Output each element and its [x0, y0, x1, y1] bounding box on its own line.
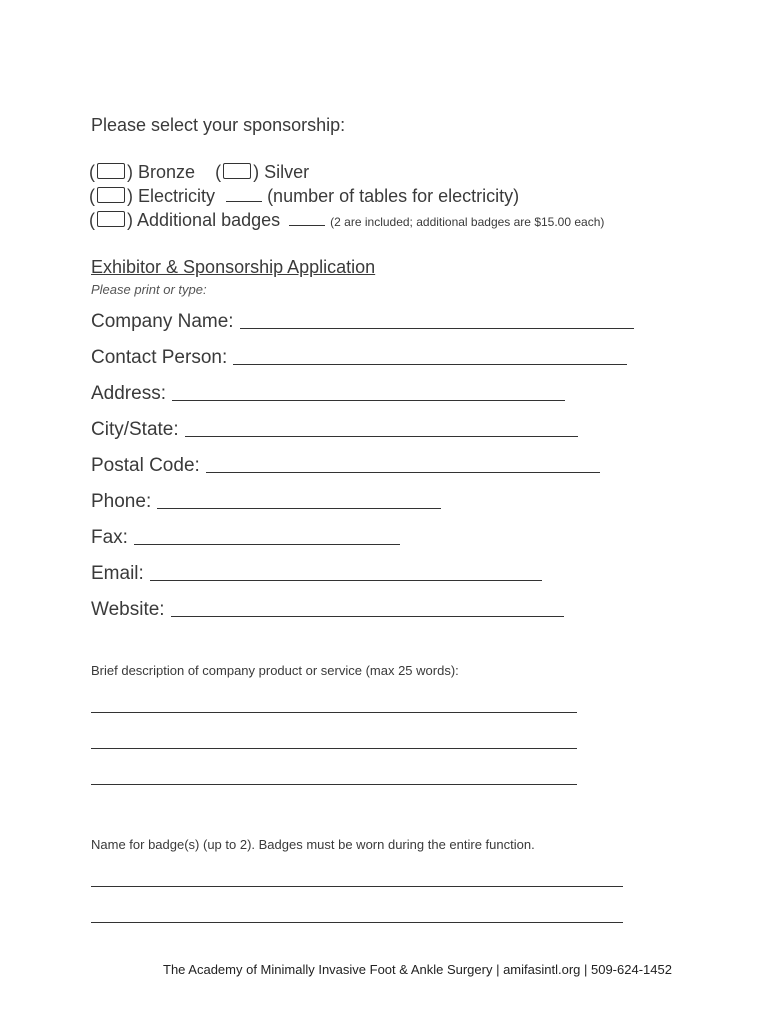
company-input-line[interactable]: [240, 327, 634, 329]
address-input-line[interactable]: [172, 399, 565, 401]
email-label: Email:: [91, 563, 144, 584]
electricity-count-input[interactable]: [226, 187, 262, 202]
company-field[interactable]: [91, 311, 634, 333]
electricity-checkbox[interactable]: [97, 187, 125, 203]
footer-text: The Academy of Minimally Invasive Foot & Ankle Surgery | amifasintl.org | 509-624-1452: [163, 962, 672, 977]
badges-count-input[interactable]: [289, 211, 325, 226]
silver-checkbox[interactable]: [223, 163, 251, 179]
email-input-line[interactable]: [150, 579, 542, 581]
application-subtitle: Please print or type:: [91, 282, 207, 297]
fax-label: Fax:: [91, 527, 128, 548]
fax-input-line[interactable]: [134, 543, 400, 545]
city-label: City/State:: [91, 419, 179, 440]
badges-label: Additional badges: [137, 210, 281, 230]
fax-field[interactable]: [91, 527, 400, 549]
contact-field[interactable]: [91, 347, 627, 369]
silver-label: Silver: [264, 162, 310, 182]
contact-label: Contact Person:: [91, 347, 228, 368]
description-line-1[interactable]: [91, 712, 577, 713]
description-line-2[interactable]: [91, 748, 577, 749]
city-field[interactable]: [91, 419, 578, 441]
website-label: Website:: [91, 599, 165, 620]
city-input-line[interactable]: [185, 435, 578, 437]
sponsorship-title: Please select your sponsorship:: [91, 115, 346, 135]
electricity-label: Electricity: [138, 186, 216, 206]
badge-name-line-2[interactable]: [91, 922, 623, 923]
description-label: Brief description of company product or service (max 25 words):: [91, 663, 459, 678]
postal-field[interactable]: [91, 455, 600, 477]
badges-checkbox[interactable]: [97, 211, 125, 227]
phone-input-line[interactable]: [157, 507, 441, 509]
website-input-line[interactable]: [171, 615, 564, 617]
bronze-checkbox[interactable]: [97, 163, 125, 179]
postal-label: Postal Code:: [91, 455, 200, 476]
website-field[interactable]: [91, 599, 564, 621]
contact-input-line[interactable]: [233, 363, 627, 365]
address-field[interactable]: [91, 383, 565, 405]
sponsorship-row-3: ( ) Additional badges (2 are included; additional badges are $15.00 each): [89, 210, 605, 230]
email-field[interactable]: [91, 563, 542, 585]
phone-field[interactable]: [91, 491, 441, 513]
description-line-3[interactable]: [91, 784, 577, 785]
badge-names-label: Name for badge(s) (up to 2). Badges must be worn during the entire function.: [91, 837, 535, 852]
phone-label: Phone:: [91, 491, 152, 512]
bronze-label: Bronze: [138, 162, 196, 182]
sponsorship-row-1: ( ) Bronze ( ) Silver: [89, 162, 310, 182]
application-title: Exhibitor & Sponsorship Application: [91, 257, 376, 277]
company-label: Company Name:: [91, 311, 234, 332]
electricity-note: (number of tables for electricity): [267, 186, 520, 206]
badge-name-line-1[interactable]: [91, 886, 623, 887]
address-label: Address:: [91, 383, 166, 404]
badges-note: (2 are included; additional badges are $15.00 each): [330, 215, 605, 229]
sponsorship-row-2: ( ) Electricity (number of tables for electricity): [89, 186, 520, 206]
postal-input-line[interactable]: [206, 471, 600, 473]
